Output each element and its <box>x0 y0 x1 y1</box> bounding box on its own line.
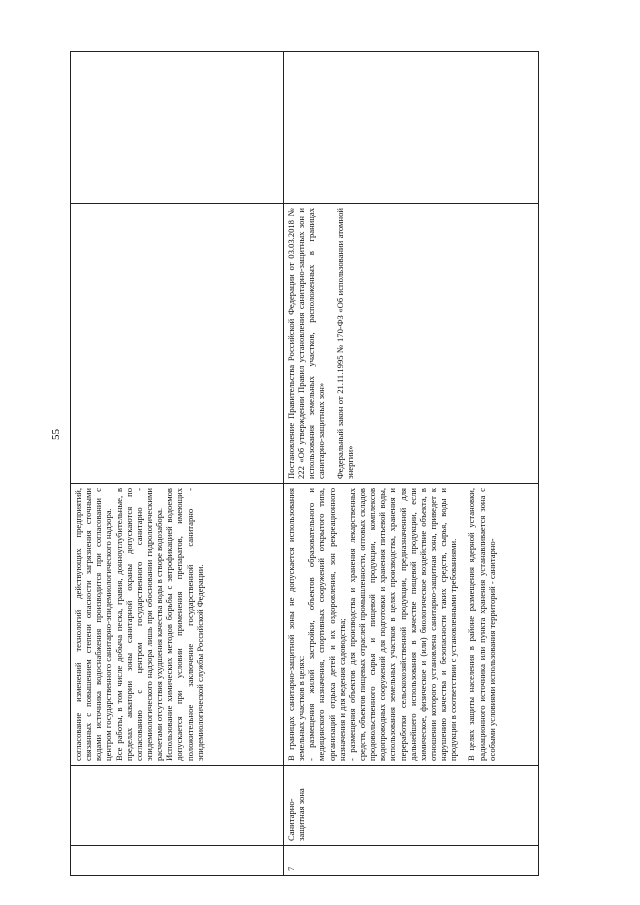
zones-table <box>70 51 539 876</box>
legal-basis-cell <box>284 204 539 484</box>
zone-name-cell <box>71 766 284 846</box>
extra-cell <box>71 52 284 204</box>
row-number-cell <box>71 846 284 876</box>
legal-act: Постановление Правительства Российской Федерации от 03.03.2018 № 222 «Об утверждении Правил установления санитарно-защитных зон и использования земельных участков, расположенных в границах санитарно-защитных зон» <box>286 208 327 479</box>
restriction-paragraph: В целях защиты населения в районе размещения ядерной установки, радиационного источника или пункта хранения устанавливается зона с особыми условиями использования территорий - санитарно- <box>466 488 497 761</box>
rotated-page-content <box>70 16 630 876</box>
table-row <box>71 52 284 876</box>
table-row <box>284 52 539 876</box>
row-number-cell: 7 <box>284 846 539 876</box>
legal-basis-cell <box>71 204 284 484</box>
restrictions-cell <box>71 484 284 766</box>
restrictions-cell <box>284 484 539 766</box>
restriction-paragraph: - размещения жилой застройки, объектов образовательного и медицинского назначения, спортивных сооружений открытого типа, организаций отдыха детей и их оздоровления, зон рекреационного назначения и для ведения садоводства; <box>306 488 347 761</box>
restriction-paragraph: Использование химических методов борьбы с эвтрофикацией водоемов допускается при условии применения препаратов, имеющих положительное заключение государственной санитарно - эпидемиологической службы Российской Федерации. <box>164 488 205 761</box>
restriction-paragraph: согласование изменений технологий действующих предприятий, связанных с повышением степени опасности загрязнения сточными водами источника водоснабжения производится при согласовании с центром государственного санитарно-эпидемиологического надзора. <box>73 488 114 761</box>
restriction-paragraph: В границах санитарно-защитной зоны не допускается использования земельных участков в целях: <box>286 488 307 761</box>
restriction-paragraph: Все работы, в том числе добыча песка, гравия, донноуглубительные, в пределах акватории зоны санитарной охраны допускаются по согласованию с центром государственного санитарно - эпидемиологического надзора лишь при обосновании гидрологическими расчетами отсутствия ухудшения качества воды в створе водозабора. <box>113 488 165 761</box>
restriction-paragraph: - размещения объектов для производства и хранения лекарственных средств, объектов пищевых отраслей промышленности, оптовых складов продовольственного сырья и пищевой продукции, комплексов водопроводных сооружений для подготовки и хранения питьевой воды, использования земельных участков в целях производства, хранения и переработки сельскохозяйственной продукции, предназначенной для дальнейшего использования в качестве пищевой продукции, если химическое, физическое и (или) биологическое воздействие объекта, в отношении которого установлена санитарно-защитная зона, приведет к нарушению качества и безопасности таких средств, сырья, воды и продукции в соответствии с установленными требованиями. <box>346 488 459 761</box>
page-number: 55 <box>50 429 62 440</box>
legal-act: Федеральный закон от 21.11.1995 № 170-ФЗ «Об использовании атомной энергии» <box>334 208 355 479</box>
zone-name-cell: Санитарно-защитная зона <box>284 766 539 846</box>
extra-cell <box>284 52 539 204</box>
